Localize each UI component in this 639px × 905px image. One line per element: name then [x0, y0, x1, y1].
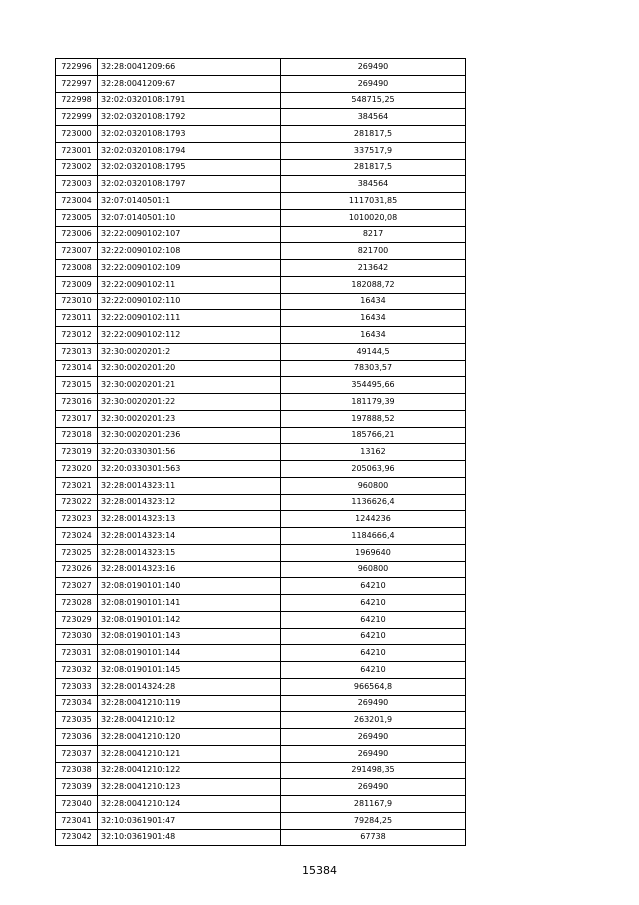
cell-cadastral-number: 32:02:0320108:1797 — [98, 176, 281, 193]
table-row — [56, 461, 466, 478]
cell-id: 723011 — [56, 310, 98, 327]
table-row — [56, 210, 466, 227]
cell-cadastral-number: 32:22:0090102:112 — [98, 327, 281, 344]
cell-id: 723020 — [56, 461, 98, 478]
cell-cadastral-number: 32:30:0020201:22 — [98, 394, 281, 411]
cell-id: 723038 — [56, 763, 98, 780]
table-row — [56, 294, 466, 311]
cell-value: 269490 — [281, 696, 466, 713]
cell-value: 64210 — [281, 645, 466, 662]
cell-cadastral-number: 32:22:0090102:111 — [98, 310, 281, 327]
cell-id: 723019 — [56, 444, 98, 461]
cell-value: 16434 — [281, 294, 466, 311]
cell-id: 723005 — [56, 210, 98, 227]
table-row — [56, 478, 466, 495]
cell-value: 291498,35 — [281, 763, 466, 780]
cell-cadastral-number: 32:28:0014323:14 — [98, 528, 281, 545]
cell-cadastral-number: 32:07:0140501:1 — [98, 193, 281, 210]
table-row — [56, 813, 466, 830]
table-row — [56, 796, 466, 813]
cell-value: 213642 — [281, 260, 466, 277]
data-table — [55, 58, 466, 846]
table-row — [56, 176, 466, 193]
cell-cadastral-number: 32:28:0014323:11 — [98, 478, 281, 495]
cell-cadastral-number: 32:28:0041210:119 — [98, 696, 281, 713]
cell-cadastral-number: 32:28:0014323:13 — [98, 511, 281, 528]
cell-value: 13162 — [281, 444, 466, 461]
cell-cadastral-number: 32:02:0320108:1792 — [98, 109, 281, 126]
table-row — [56, 763, 466, 780]
cell-value: 8217 — [281, 227, 466, 244]
cell-value: 78303,57 — [281, 361, 466, 378]
table-row — [56, 562, 466, 579]
cell-id: 723039 — [56, 779, 98, 796]
cell-cadastral-number: 32:30:0020201:21 — [98, 377, 281, 394]
cell-cadastral-number: 32:28:0014323:12 — [98, 495, 281, 512]
cell-id: 723010 — [56, 294, 98, 311]
table-row — [56, 444, 466, 461]
cell-cadastral-number: 32:07:0140501:10 — [98, 210, 281, 227]
cell-value: 67738 — [281, 830, 466, 847]
cell-cadastral-number: 32:28:0041210:121 — [98, 746, 281, 763]
cell-id: 722996 — [56, 59, 98, 76]
cell-id: 723023 — [56, 511, 98, 528]
cell-value: 337517,9 — [281, 143, 466, 160]
cell-cadastral-number: 32:10:0361901:47 — [98, 813, 281, 830]
table-row — [56, 260, 466, 277]
cell-cadastral-number: 32:28:0014323:15 — [98, 545, 281, 562]
cell-cadastral-number: 32:08:0190101:145 — [98, 662, 281, 679]
cell-value: 64210 — [281, 578, 466, 595]
cell-id: 723028 — [56, 595, 98, 612]
page-number: 15384 — [302, 864, 337, 877]
cell-id: 723018 — [56, 428, 98, 445]
cell-cadastral-number: 32:02:0320108:1793 — [98, 126, 281, 143]
cell-value: 821700 — [281, 243, 466, 260]
table-row — [56, 528, 466, 545]
cell-value: 269490 — [281, 76, 466, 93]
cell-value: 197888,52 — [281, 411, 466, 428]
cell-cadastral-number: 32:30:0020201:236 — [98, 428, 281, 445]
table-row — [56, 76, 466, 93]
cell-value: 269490 — [281, 59, 466, 76]
cell-value: 16434 — [281, 327, 466, 344]
cell-id: 723025 — [56, 545, 98, 562]
cell-cadastral-number: 32:28:0041209:67 — [98, 76, 281, 93]
cell-id: 723033 — [56, 679, 98, 696]
cell-id: 723031 — [56, 645, 98, 662]
cell-id: 723041 — [56, 813, 98, 830]
table-row — [56, 729, 466, 746]
table-row — [56, 746, 466, 763]
table-row — [56, 545, 466, 562]
table-row — [56, 243, 466, 260]
cell-id: 723002 — [56, 160, 98, 177]
cell-value: 548715,25 — [281, 93, 466, 110]
cell-cadastral-number: 32:22:0090102:107 — [98, 227, 281, 244]
cell-cadastral-number: 32:28:0014323:16 — [98, 562, 281, 579]
cell-id: 723021 — [56, 478, 98, 495]
cell-value: 1969640 — [281, 545, 466, 562]
cell-cadastral-number: 32:28:0041210:124 — [98, 796, 281, 813]
cell-value: 182088,72 — [281, 277, 466, 294]
cell-cadastral-number: 32:08:0190101:141 — [98, 595, 281, 612]
cell-id: 723022 — [56, 495, 98, 512]
table-row — [56, 160, 466, 177]
table-row — [56, 612, 466, 629]
cell-id: 723036 — [56, 729, 98, 746]
table-row — [56, 645, 466, 662]
cell-value: 49144,5 — [281, 344, 466, 361]
cell-id: 723007 — [56, 243, 98, 260]
cell-value: 64210 — [281, 612, 466, 629]
table-row — [56, 394, 466, 411]
cell-id: 723014 — [56, 361, 98, 378]
cell-cadastral-number: 32:30:0020201:20 — [98, 361, 281, 378]
cell-id: 723012 — [56, 327, 98, 344]
cell-id: 723016 — [56, 394, 98, 411]
cell-value: 1010020,08 — [281, 210, 466, 227]
cell-value: 281167,9 — [281, 796, 466, 813]
cell-id: 723026 — [56, 562, 98, 579]
cell-cadastral-number: 32:28:0041210:120 — [98, 729, 281, 746]
cell-cadastral-number: 32:22:0090102:11 — [98, 277, 281, 294]
table-row — [56, 428, 466, 445]
cell-cadastral-number: 32:28:0041210:123 — [98, 779, 281, 796]
cell-cadastral-number: 32:30:0020201:2 — [98, 344, 281, 361]
table-row — [56, 595, 466, 612]
cell-cadastral-number: 32:10:0361901:48 — [98, 830, 281, 847]
cell-id: 723027 — [56, 578, 98, 595]
cell-id: 723000 — [56, 126, 98, 143]
cell-cadastral-number: 32:28:0041209:66 — [98, 59, 281, 76]
table-row — [56, 679, 466, 696]
cell-id: 723032 — [56, 662, 98, 679]
cell-value: 354495,66 — [281, 377, 466, 394]
table-row — [56, 361, 466, 378]
cell-cadastral-number: 32:20:0330301:56 — [98, 444, 281, 461]
table-row — [56, 495, 466, 512]
cell-cadastral-number: 32:08:0190101:140 — [98, 578, 281, 595]
cell-cadastral-number: 32:30:0020201:23 — [98, 411, 281, 428]
cell-id: 723030 — [56, 629, 98, 646]
cell-value: 263201,9 — [281, 712, 466, 729]
table-row — [56, 327, 466, 344]
cell-id: 722997 — [56, 76, 98, 93]
cell-id: 722999 — [56, 109, 98, 126]
cell-id: 723017 — [56, 411, 98, 428]
table-row — [56, 578, 466, 595]
table-row — [56, 227, 466, 244]
cell-cadastral-number: 32:28:0041210:12 — [98, 712, 281, 729]
table-row — [56, 93, 466, 110]
cell-id: 723024 — [56, 528, 98, 545]
cell-cadastral-number: 32:20:0330301:563 — [98, 461, 281, 478]
cell-id: 723040 — [56, 796, 98, 813]
cell-value: 960800 — [281, 562, 466, 579]
table-row — [56, 344, 466, 361]
cell-id: 723035 — [56, 712, 98, 729]
cell-cadastral-number: 32:22:0090102:109 — [98, 260, 281, 277]
cell-value: 1184666,4 — [281, 528, 466, 545]
cell-value: 269490 — [281, 729, 466, 746]
cell-cadastral-number: 32:08:0190101:142 — [98, 612, 281, 629]
table-row — [56, 629, 466, 646]
table-row — [56, 511, 466, 528]
cell-value: 64210 — [281, 629, 466, 646]
cell-value: 16434 — [281, 310, 466, 327]
cell-id: 723042 — [56, 830, 98, 847]
cell-id: 723009 — [56, 277, 98, 294]
cell-value: 384564 — [281, 109, 466, 126]
table-row — [56, 830, 466, 847]
cell-id: 723008 — [56, 260, 98, 277]
cell-value: 185766,21 — [281, 428, 466, 445]
cell-id: 723003 — [56, 176, 98, 193]
cell-cadastral-number: 32:28:0014324:28 — [98, 679, 281, 696]
cell-value: 281817,5 — [281, 160, 466, 177]
cell-cadastral-number: 32:02:0320108:1794 — [98, 143, 281, 160]
cell-value: 966564,8 — [281, 679, 466, 696]
cell-value: 79284,25 — [281, 813, 466, 830]
cell-cadastral-number: 32:28:0041210:122 — [98, 763, 281, 780]
table-row — [56, 126, 466, 143]
cell-id: 723001 — [56, 143, 98, 160]
cell-id: 723029 — [56, 612, 98, 629]
table-row — [56, 377, 466, 394]
cell-cadastral-number: 32:02:0320108:1791 — [98, 93, 281, 110]
cell-value: 960800 — [281, 478, 466, 495]
cell-id: 723015 — [56, 377, 98, 394]
table-row — [56, 411, 466, 428]
cell-cadastral-number: 32:02:0320108:1795 — [98, 160, 281, 177]
table-row — [56, 662, 466, 679]
table-row — [56, 59, 466, 76]
cell-id: 723004 — [56, 193, 98, 210]
cell-value: 269490 — [281, 779, 466, 796]
table-row — [56, 143, 466, 160]
cell-cadastral-number: 32:08:0190101:144 — [98, 645, 281, 662]
cell-cadastral-number: 32:22:0090102:108 — [98, 243, 281, 260]
table-row — [56, 193, 466, 210]
cell-value: 384564 — [281, 176, 466, 193]
table-row — [56, 109, 466, 126]
table-row — [56, 696, 466, 713]
cell-value: 1244236 — [281, 511, 466, 528]
table-row — [56, 277, 466, 294]
cell-value: 281817,5 — [281, 126, 466, 143]
cell-value: 205063,96 — [281, 461, 466, 478]
cell-value: 1136626,4 — [281, 495, 466, 512]
cell-value: 64210 — [281, 662, 466, 679]
table-row — [56, 310, 466, 327]
table-row — [56, 712, 466, 729]
cell-cadastral-number: 32:22:0090102:110 — [98, 294, 281, 311]
cell-value: 64210 — [281, 595, 466, 612]
cell-id: 723034 — [56, 696, 98, 713]
cell-cadastral-number: 32:08:0190101:143 — [98, 629, 281, 646]
cell-value: 1117031,85 — [281, 193, 466, 210]
cell-id: 723037 — [56, 746, 98, 763]
table-row — [56, 779, 466, 796]
cell-id: 722998 — [56, 93, 98, 110]
cell-id: 723006 — [56, 227, 98, 244]
cell-value: 269490 — [281, 746, 466, 763]
cell-value: 181179,39 — [281, 394, 466, 411]
cell-id: 723013 — [56, 344, 98, 361]
